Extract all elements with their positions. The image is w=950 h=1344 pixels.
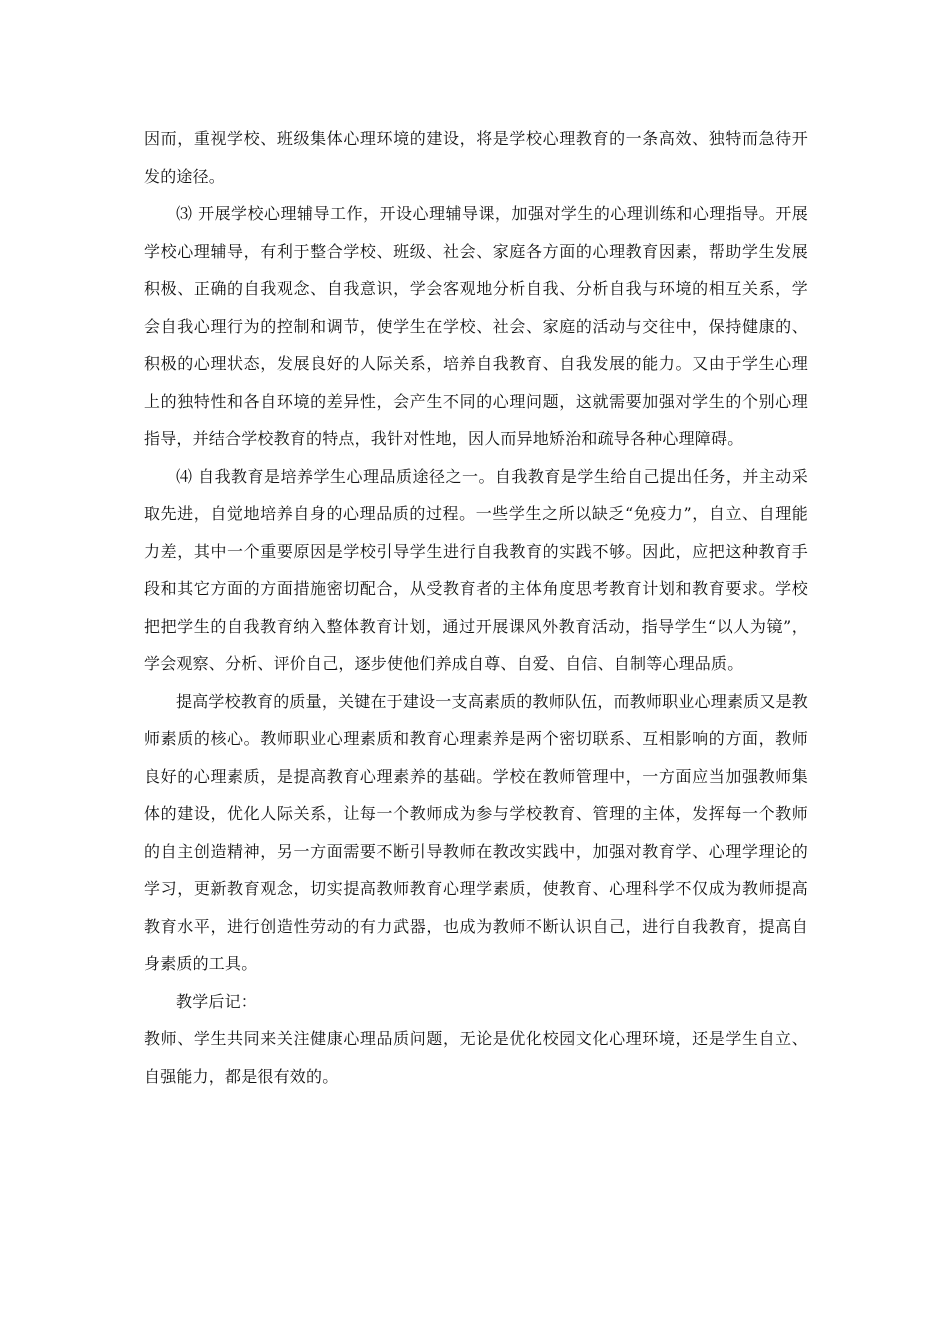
- paragraph-item-4: ⑷ 自我教育是培养学生心理品质途径之一。自我教育是学生给自己提出任务，并主动采取先进，自觉地培养自身的心理品质的过程。一些学生之所以缺乏“免疫力”，自立、自理能力差，其中一个重要原因是学校引导学生进行自我教育的实践不够。因此，应把这种教育手段和其它方面的方面措施密切配合，从受教育者的主体角度思考教育计划和教育要求。学校把把学生的自我教育纳入整体教育计划，通过开展课风外教育活动，指导学生“以人为镜”，学会观察、分析、评价自己，逐步使他们养成自尊、自爱、自信、自制等心理品质。: [144, 466, 808, 673]
- postscript-text: 教师、学生共同来关注健康心理品质问题，无论是优化校园文化心理环境，还是学生自立、自强能力，都是很有效的。: [144, 1029, 808, 1086]
- paragraph-teacher-quality: 提高学校教育的质量，关键在于建设一支高素质的教师队伍，而教师职业心理素质又是教师素质的核心。教师职业心理素质和教育心理素养是两个密切联系、互相影响的方面，教师良好的心理素质，是提高教育心理素养的基础。学校在教师管理中，一方面应当加强教师集体的建设，优化人际关系，让每一个教师成为参与学校教育、管理的主体，发挥每一个教师的自主创造精神，另一方面需要不断引导教师在教改实践中，加强对教育学、心理学理论的学习，更新教育观念，切实提高教师教育心理学素质，使教育、心理科学不仅成为教师提高教育水平，进行创造性劳动的有力武器，也成为教师不断认识自己，进行自我教育，提高自身素质的工具。: [144, 691, 808, 973]
- document-page: [144, 120, 808, 1095]
- postscript-heading: 教学后记：: [176, 991, 258, 1011]
- paragraph-continuation: 因而，重视学校、班级集体心理环境的建设，将是学校心理教育的一条高效、独特而急待开发的途径。: [144, 129, 808, 186]
- paragraph-item-3: ⑶ 开展学校心理辅导工作，开设心理辅导课，加强对学生的心理训练和心理指导。开展学校心理辅导，有利于整合学校、班级、社会、家庭各方面的心理教育因素，帮助学生发展积极、正确的自我观念、自我意识，学会客观地分析自我、分析自我与环境的相互关系，学会自我心理行为的控制和调节，使学生在学校、社会、家庭的活动与交往中，保持健康的、积极的心理状态，发展良好的人际关系，培养自我教育、自我发展的能力。又由于学生心理上的独特性和各自环境的差异性，会产生不同的心理问题，这就需要加强对学生的个别心理指导，并结合学校教育的特点，我针对性地，因人而异地矫治和疏导各种心理障碍。: [144, 204, 808, 448]
